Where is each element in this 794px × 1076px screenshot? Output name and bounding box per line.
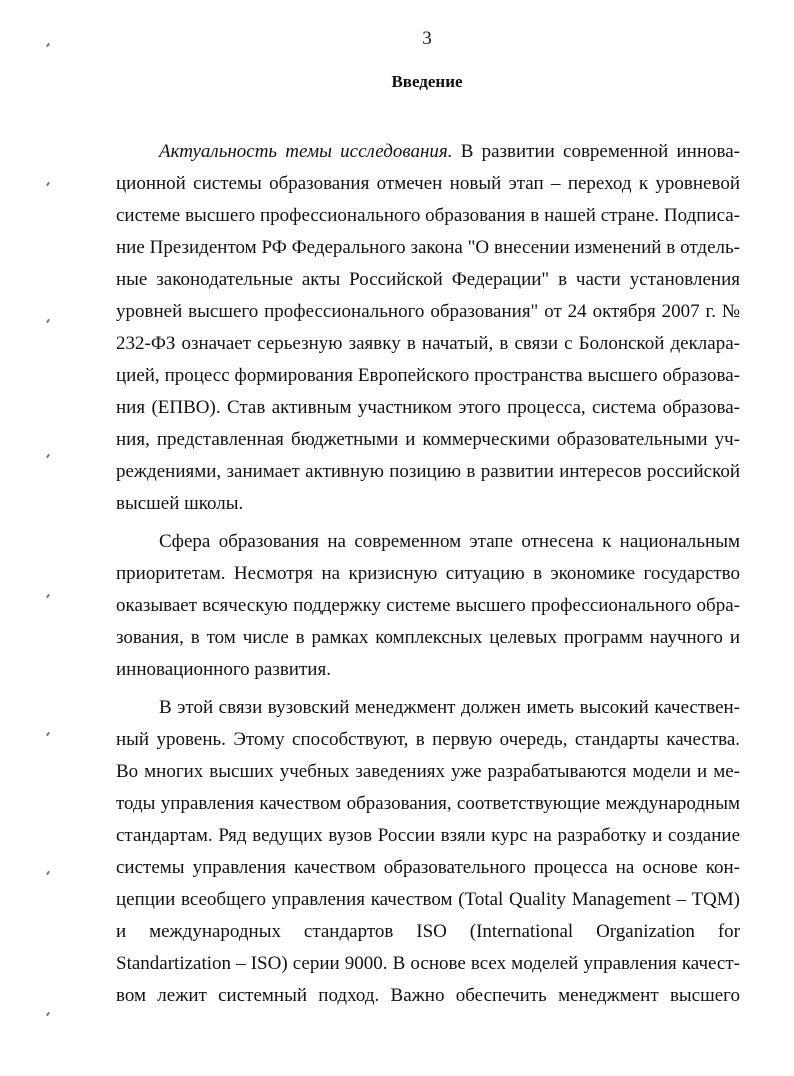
text-line: Во многих высших учебных заведениях уже разрабатываются модели и ме- (116, 761, 740, 782)
scan-mark (46, 871, 50, 875)
scan-mark (46, 1012, 50, 1016)
text-line (116, 136, 740, 168)
text-line: цией, процесс формирования Европейского пространства высшего образова- (116, 365, 740, 386)
scan-mark (46, 594, 50, 598)
text-line: реждениями, занимает активную позицию в развитии интересов российской (116, 461, 740, 482)
paragraph-priorities (116, 526, 740, 686)
text-line: цепции всеобщего управления качеством (Total Quality Management – TQM) (116, 889, 740, 910)
scan-mark (46, 454, 50, 458)
text-line: инновационного развития. (116, 659, 331, 680)
body-text (116, 136, 740, 1012)
text-line: ния, представленная бюджетными и коммерческими образовательными уч- (116, 429, 740, 450)
text-line: В этой связи вузовский менеджмент должен иметь высокий качествен- (159, 697, 740, 718)
text-line: тоды управления качеством образования, соответствующие международным (116, 793, 740, 814)
paragraph-management (116, 692, 740, 1012)
text-line: ционной системы образования отмечен новый этап – переход к уровневой (116, 173, 740, 194)
text-line: системе высшего профессионального образования в нашей стране. Подписа- (116, 205, 740, 226)
text-line: 232-ФЗ означает серьезную заявку в начатый, в связи с Болонской деклара- (116, 333, 740, 354)
text-line: высшей школы. (116, 493, 244, 514)
scan-mark (46, 182, 50, 186)
text-line: системы управления качеством образовательного процесса на основе кон- (116, 857, 740, 878)
scan-mark (46, 319, 50, 323)
text-line: ния (ЕПВО). Став активным участником этого процесса, система образова- (116, 397, 740, 418)
page-number: 3 (422, 28, 432, 49)
text-line: ные законодательные акты Российской Федерации" в части установления (116, 269, 740, 290)
italic-lead: Актуальность темы исследования. (159, 141, 453, 162)
text-line: Standartization – ISO) серии 9000. В основе всех моделей управления качест- (116, 953, 740, 974)
text-line: и международных стандартов ISO (International Organization for (116, 921, 740, 942)
text-line: уровней высшего профессионального образования" от 24 октября 2007 г. № (116, 301, 740, 322)
text-line: вом лежит системный подход. Важно обеспечить менеджмент высшего (116, 985, 740, 1006)
text-line: ный уровень. Этому способствуют, в первую очередь, стандарты качества. (116, 729, 740, 750)
text-line: Сфера образования на современном этапе отнесена к национальным (159, 531, 740, 552)
paragraph-relevance (116, 136, 740, 520)
text-line: оказывает всяческую поддержку системе высшего профессионального обра- (116, 595, 740, 616)
text-line: ние Президентом РФ Федерального закона "О внесении изменений в отдель- (116, 237, 740, 258)
line-text: В развитии современной иннова- (452, 141, 740, 162)
text-line: приоритетам. Несмотря на кризисную ситуацию в экономике государство (116, 563, 740, 584)
scan-mark (46, 732, 50, 736)
section-heading: Введение (391, 72, 463, 91)
text-line: зования, в том числе в рамках комплексных целевых программ научного и (116, 627, 740, 648)
text-line: стандартам. Ряд ведущих вузов России взяли курс на разработку и создание (116, 825, 740, 846)
